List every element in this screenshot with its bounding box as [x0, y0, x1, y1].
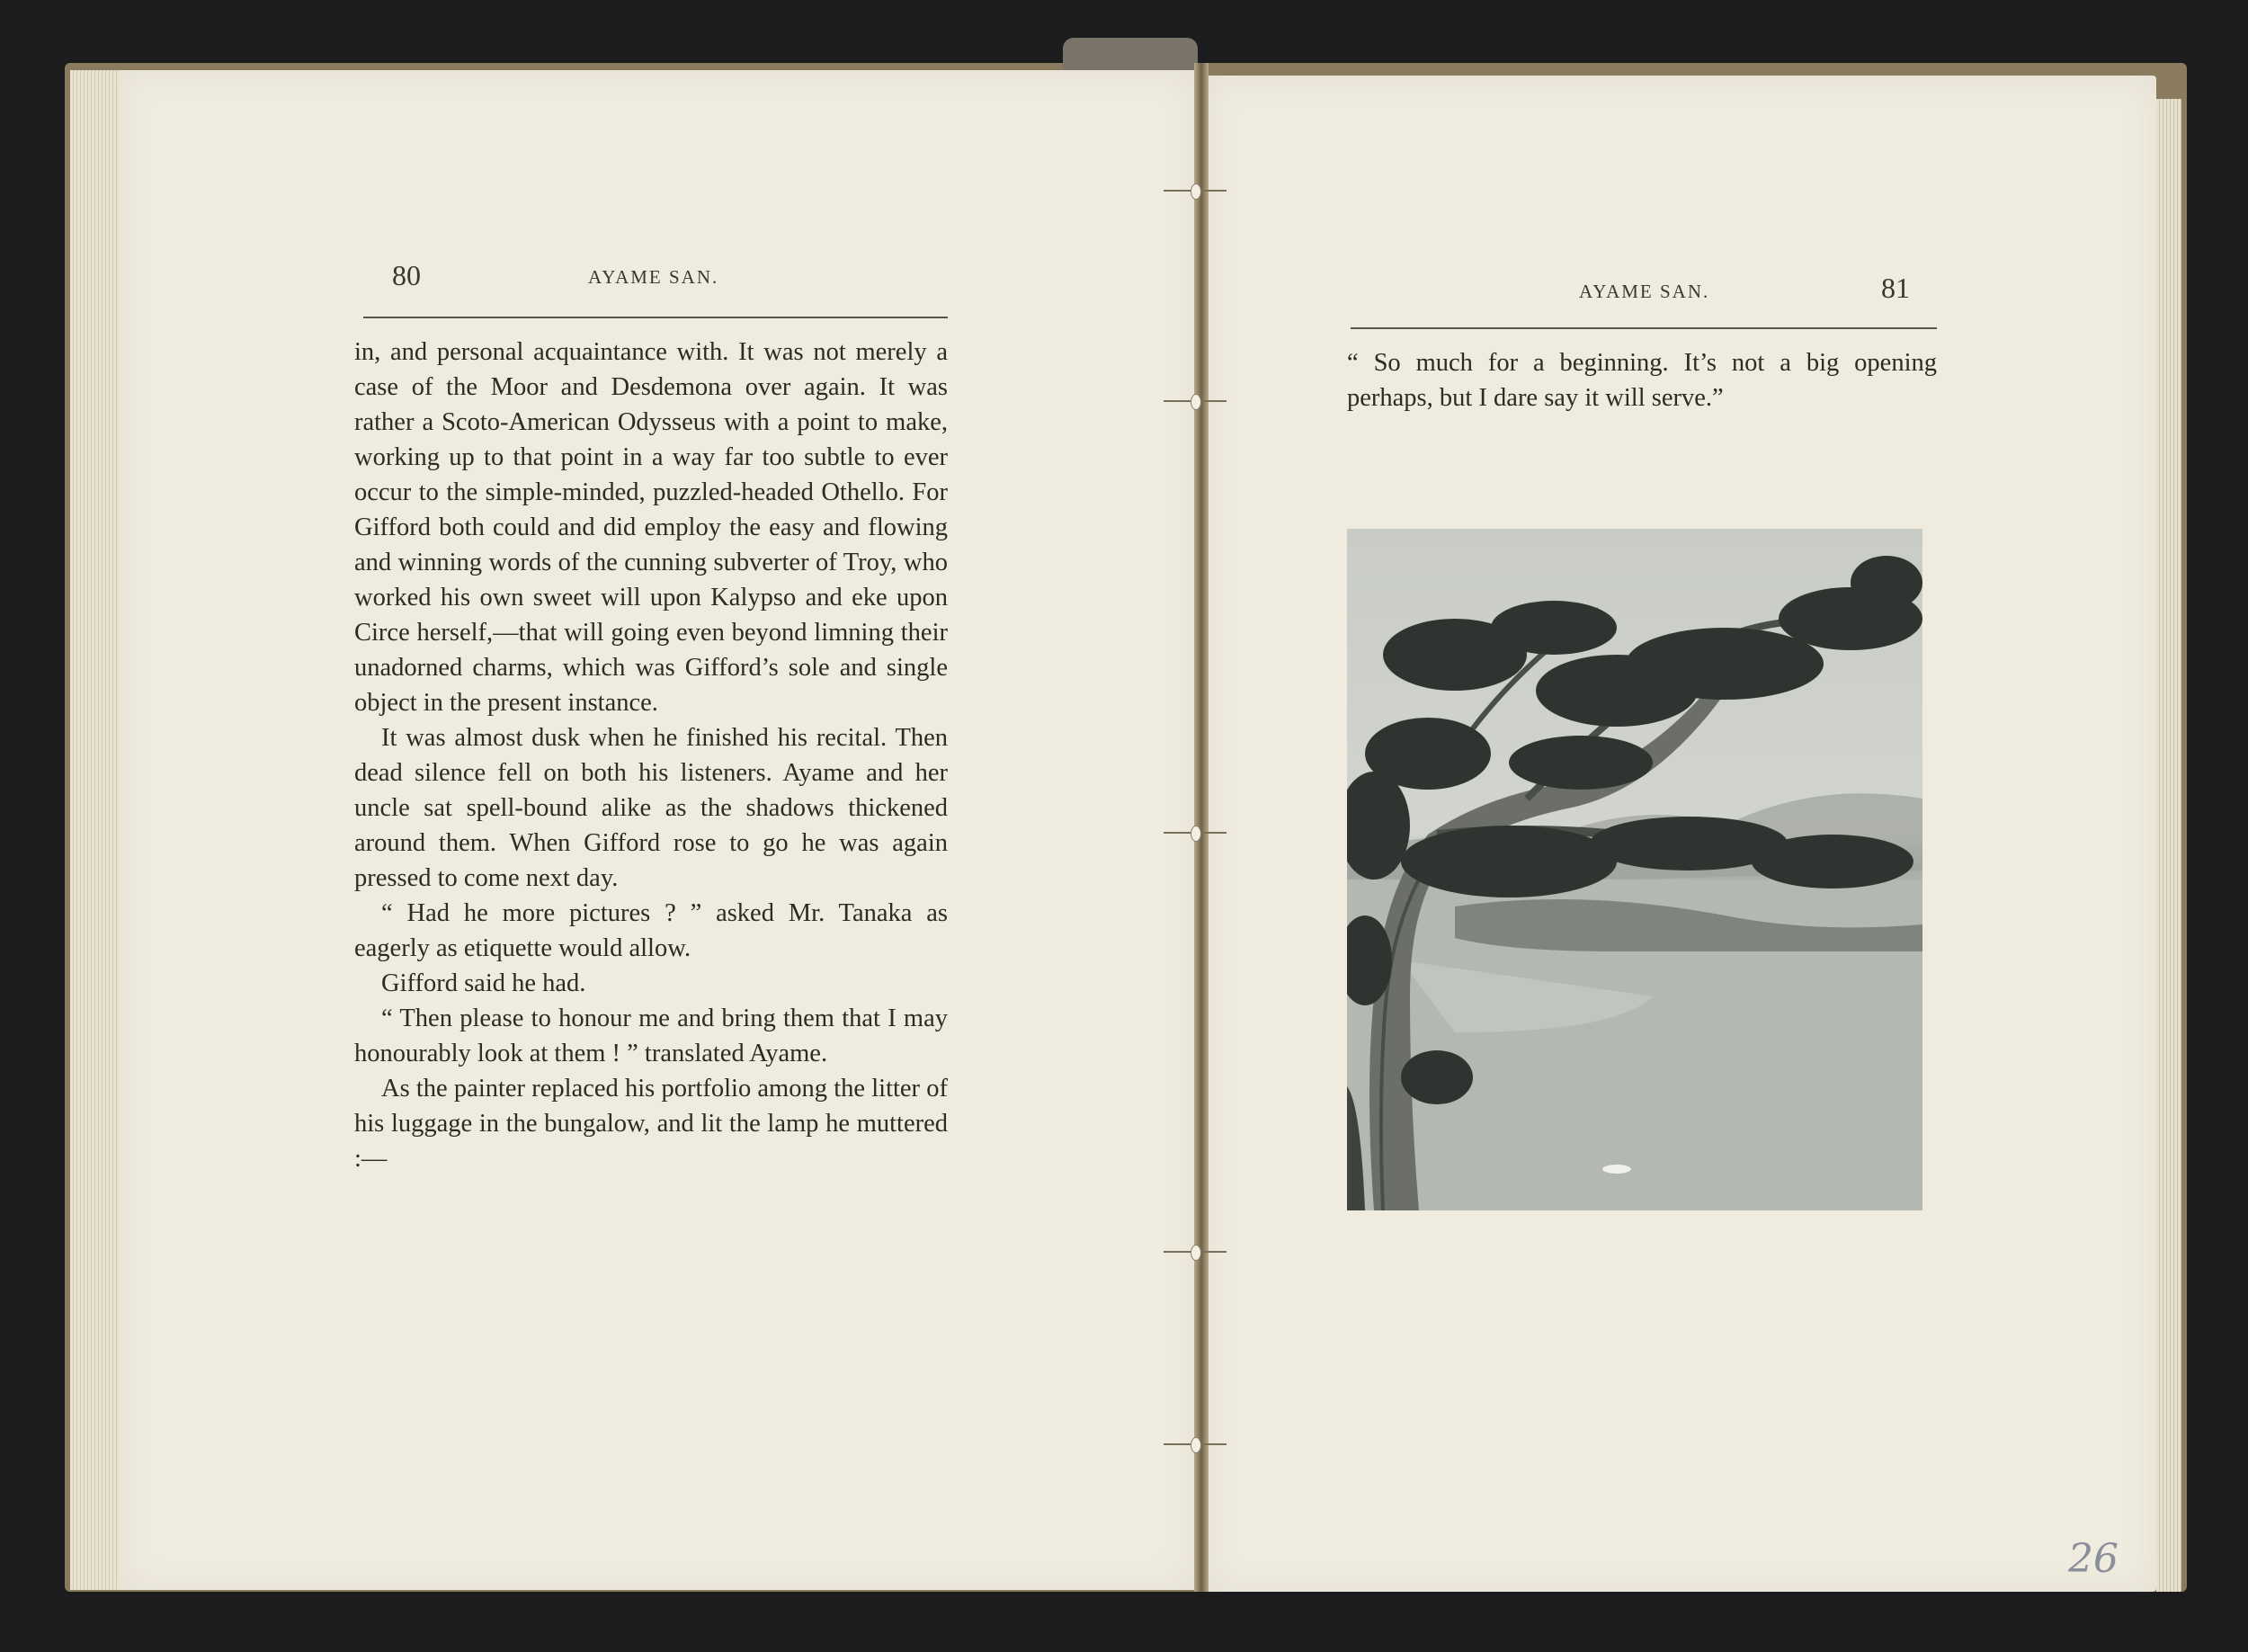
left-page-header [392, 259, 1291, 295]
paragraph: As the painter replaced his portfolio among the litter of his luggage in the bungalow, and lit the lamp he muttered :— [354, 1075, 948, 1173]
binding-stitch [1164, 187, 1227, 194]
paragraph: Gifford said he had. [381, 969, 586, 997]
binding-stitch [1164, 397, 1227, 405]
right-page-header [1579, 272, 1910, 308]
right-page-body [1347, 345, 1937, 415]
right-header-rule [1351, 327, 1937, 329]
pine-tree-photograph [1347, 529, 1922, 1210]
left-header-rule [363, 317, 948, 318]
right-page-stack [2156, 99, 2181, 1592]
left-page-number: 80 [392, 259, 421, 291]
binding-stitch [1164, 1441, 1227, 1448]
spine-headband [1063, 38, 1198, 72]
pencil-margin-note: 26 [2068, 1536, 2119, 1582]
paragraph: “ So much for a beginning. It’s not a big opening perhaps, but I dare say it will serve.” [1347, 349, 1937, 412]
binding-stitch [1164, 829, 1227, 836]
right-running-title: AYAME SAN. [1579, 281, 1710, 302]
paragraph: “ Then please to honour me and bring them that I may honourably look at them ! ” translated Ayame. [354, 1005, 948, 1067]
paragraph: in, and personal acquaintance with. It was not merely a case of the Moor and Desdemona over again. It was rather a Scoto-American Odysseus with a point to make, working up to that point in a way far too subtle to ever occur to the simple-minded, puzzled-headed Othello. For Gifford both could and did employ the easy and flowing and winning words of the cunning subverter of Troy, who worked his own sweet will upon Kalypso and eke upon Circe herself,—that will going even beyond limning their unadorned charms, which was Gifford’s sole and single object in the present instance. [354, 338, 948, 717]
photo-illustration [1347, 529, 1922, 1210]
left-running-title: AYAME SAN. [588, 266, 719, 288]
paragraph: It was almost dusk when he finished his recital. Then dead silence fell on both his listeners. Ayame and her uncle sat spell-bound alike as the shadows thickened around them. When Gifford rose to go he was again pressed to come next day. [354, 724, 948, 892]
binding-stitch [1164, 1248, 1227, 1255]
paragraph: “ Had he more pictures ? ” asked Mr. Tanaka as eagerly as etiquette would allow. [354, 899, 948, 962]
right-page-number: 81 [1881, 272, 1910, 304]
left-page-body [354, 335, 948, 1176]
